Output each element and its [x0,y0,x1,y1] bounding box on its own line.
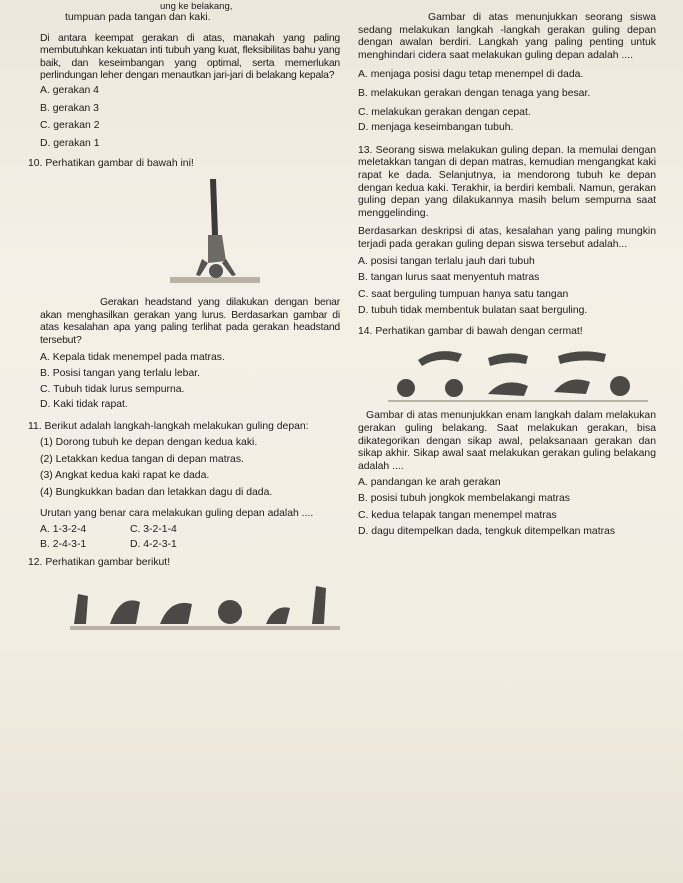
option: D. Kaki tidak rapat. [40,399,128,411]
question-14-options [358,477,656,538]
figure-step [488,383,528,397]
fragment-line-2: tumpuan pada tangan dan kaki. [65,12,211,23]
left-column [28,1,340,634]
option: B. tangan lurus saat menyentuh matras [358,272,540,284]
figure-step [218,600,242,624]
option: A. posisi tangan terlalu jauh dari tubuh [358,255,535,267]
option: D. tubuh tidak membentuk bulatan saat berguling. [358,305,588,317]
question-13-text: 13. Seorang siswa melakukan guling depan. Ia memulai dengan meletakkan tangan di depan matras, kemudian mengangkat kaki rapat ke dada. Selanjutnya, ia mendorong tubuh ke depan dengan kedua kaki. Terakhir, ia berdiri kembali. Namun, gerakan guling depan yang dilakukannya masih belum sempurna saat menggelinding. [358,144,656,219]
question-14-text: Gambar di atas menunjukkan enam langkah dalam melakukan gerakan guling belakang. Saat melakukan gerakan, bisa dikategorikan dengan sikap awal, pelaksanaan gerakan dan sikap akhir. Sikap awal saat melakukan gerakan guling belakang adalah .... [358,410,656,472]
step: (3) Angkat kedua kaki rapat ke dada. [40,470,210,482]
forward-roll-figure [40,574,340,634]
figure-step [558,352,606,365]
step: (1) Dorong tubuh ke depan dengan kedua kaki. [40,437,258,449]
torso [208,235,226,263]
arm [196,259,208,276]
question-13-pre-options [358,69,656,134]
option: C. Tubuh tidak lurus sempurna. [40,383,185,395]
question-12-title: 12. Perhatikan gambar berikut! [28,557,171,569]
question-10-options [40,352,340,411]
arm [222,259,236,276]
option: D. 4-2-3-1 [130,538,177,550]
right-column [358,2,656,539]
question-9-options [40,85,340,150]
figure-step [554,380,590,394]
option: D. menjaga keseimbangan tubuh. [358,122,514,134]
option: C. 3-2-1-4 [130,524,177,536]
option: A. pandangan ke arah gerakan [358,477,501,489]
option: C. kedua telapak tangan menempel matras [358,509,557,521]
question-14-title: 14. Perhatikan gambar di bawah dengan cermat! [358,325,583,337]
option: C. melakukan gerakan dengan cepat. [358,106,531,118]
option: A. menjaga posisi dagu tetap menempel di dada. [358,69,584,81]
question-11-title: 11. Berikut adalah langkah-langkah melakukan guling depan: [28,420,309,432]
step: (4) Bungkukkan badan dan letakkan dagu di dada. [40,487,273,499]
figure-step [445,379,463,397]
step: (2) Letakkan kedua tangan di depan matras. [40,453,244,465]
forward-roll-illustration [40,574,340,634]
option: B. 2-4-3-1 [40,538,87,550]
head [209,264,223,278]
question-11-text: Urutan yang benar cara melakukan guling depan adalah .... [40,507,314,519]
option: B. melakukan gerakan dengan tenaga yang besar. [358,87,591,99]
option: B. Posisi tangan yang terlalu lebar. [40,367,200,379]
option: D. gerakan 1 [40,137,100,149]
option: C. gerakan 2 [40,120,100,132]
figure-step [110,600,140,624]
figure-step [266,607,290,624]
mat [70,626,340,630]
question-13-options [358,256,656,318]
option: B. gerakan 3 [40,102,99,114]
headstand-illustration [40,175,340,295]
option: C. saat berguling tumpuan hanya satu tangan [358,288,569,300]
figure-step [312,586,326,624]
option: A. 1-3-2-4 [40,524,87,536]
option: A. gerakan 4 [40,84,99,96]
fragment-line-1: ung ke belakang, [160,1,233,12]
backward-roll-figure [358,342,656,406]
mat [388,400,648,402]
figure-step [160,603,192,624]
figure-step [488,354,528,367]
question-11-options [40,524,340,551]
option: A. Kepala tidak menempel pada matras. [40,352,225,364]
headstand-figure [40,175,340,295]
question-10-text: Gerakan headstand yang dilakukan dengan benar akan menghasilkan gerakan yang lurus. Berdasarkan gambar di atas kesalahan apa yang paling terlihat pada gerakan headstand tersebut? [40,296,340,346]
question-13-pre-text: Gambar di atas menunjukkan seorang siswa sedang melakukan langkah -langkah gerakan guling depan dengan awalan berdiri. Langkah yang paling penting untuk menghindari cidera saat melakukan guling depan adalah .... [358,12,656,61]
option: D. dagu ditempelkan dada, tengkuk ditempelkan matras [358,526,616,538]
figure-step [418,352,462,367]
question-11-steps [40,437,340,499]
option: B. posisi tubuh jongkok membelakangi matras [358,493,570,505]
figure-step [610,376,630,396]
figure-step [397,379,415,397]
backward-roll-illustration [358,342,656,406]
question-13-text-2: Berdasarkan deskripsi di atas, kesalahan yang paling mungkin terjadi pada gerakan guling depan siswa tersebut adalah... [358,226,656,250]
question-10-title: 10. Perhatikan gambar di bawah ini! [28,158,194,170]
figure-step [74,594,88,624]
legs [210,179,218,235]
question-9-text: Di antara keempat gerakan di atas, manakah yang paling membutuhkan kekuatan inti tubuh yang kuat, fleksibilitas bahu yang baik, dan keseimbangan yang optimal, serta memerlukan perlindungan leher dengan menautkan jari-jari di belakang kepala? [40,32,340,82]
